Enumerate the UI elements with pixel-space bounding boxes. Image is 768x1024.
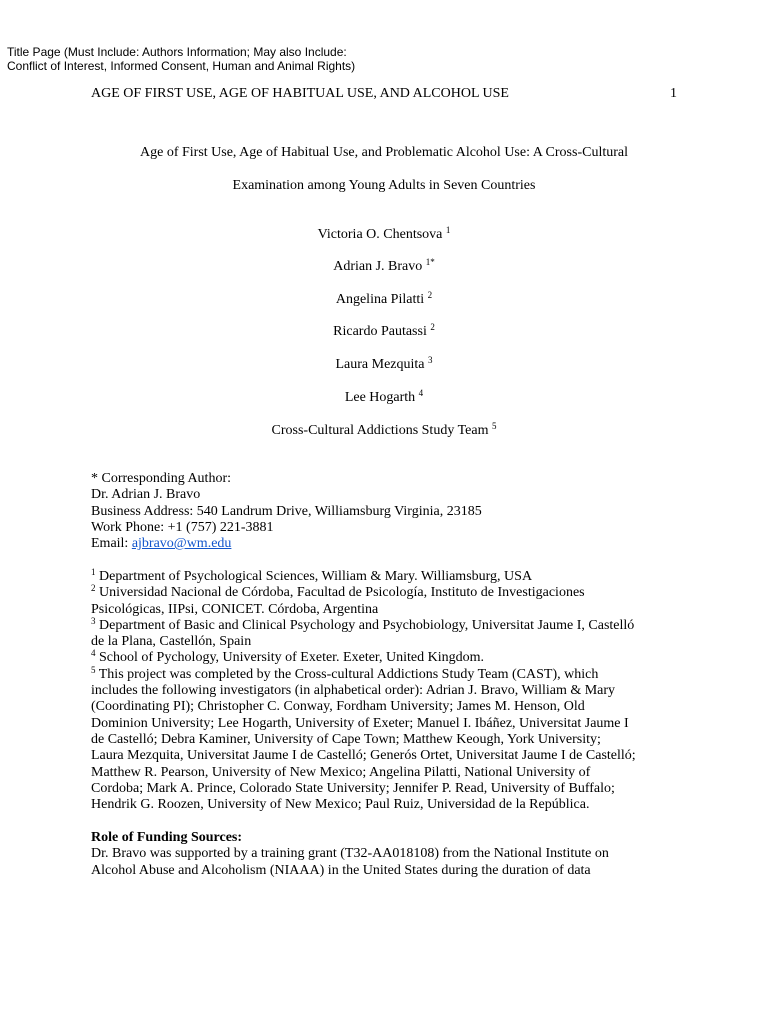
template-note <box>7 45 355 73</box>
affiliation-5-cont: includes the following investigators (in alphabetical order): Adrian J. Bravo, William & Mary <box>91 683 616 699</box>
affiliation-2-cont: Psicológicas, IIPsi, CONICET. Córdoba, Argentina <box>91 601 379 617</box>
author-6 <box>0 390 768 406</box>
author-affiliation-mark: 3 <box>428 355 433 365</box>
correspondence-heading: * Corresponding Author: <box>91 471 231 486</box>
affiliation-5-cont: Laura Mezquita, Universitat Jaume I de Castelló; Generós Ortet, Universitat Jaume I de Castelló; <box>91 748 636 764</box>
affiliation-5-cont: de Castelló; Debra Kaminer, University of Cape Town; Matthew Keough, York University; <box>91 731 601 747</box>
correspondence-phone: Work Phone: +1 (757) 221-3881 <box>91 519 274 535</box>
page-number: 1 <box>670 86 677 101</box>
title-line-2: Examination among Young Adults in Seven Countries <box>232 178 536 193</box>
author-name: Angelina Pilatti <box>335 292 425 307</box>
affiliation-3 <box>91 615 691 634</box>
author-affiliation-mark: 2 <box>427 290 433 300</box>
affiliation-3-cont: de la Plana, Castellón, Spain <box>91 634 252 650</box>
affiliation-2 <box>91 585 691 601</box>
affiliation-mark: 2 <box>91 583 96 594</box>
author-name: Ricardo Pautassi <box>333 324 427 339</box>
author-2 <box>0 259 768 275</box>
author-affiliation-mark: 2 <box>430 322 435 332</box>
funding-line: Alcohol Abuse and Alcoholism (NIAAA) in the United States during the duration of data <box>91 862 591 878</box>
affiliation-text: Department of Psychological Sciences, William & Mary. Williamsburg, USA <box>99 569 533 584</box>
affiliation-5-cont: Dominion University; Lee Hogarth, University of Exeter; Manuel I. Ibáñez, Universitat Jaume I <box>91 715 629 731</box>
affiliation-5-cont: (Coordinating PI); Christopher C. Conway, Fordham University; James M. Henson, Old <box>91 699 585 715</box>
author-affiliation-mark: 1* <box>425 257 435 267</box>
author-3 <box>0 292 768 308</box>
affiliation-text: This project was completed by the Cross-cultural Addictions Study Team (CAST), which <box>98 666 599 682</box>
affiliation-text: Department of Basic and Clinical Psychology and Psychobiology, Universitat Jaume I, Castelló <box>99 617 635 633</box>
affiliation-mark: 4 <box>91 648 96 659</box>
running-head-text: AGE OF FIRST USE, AGE OF HABITUAL USE, AND ALCOHOL USE <box>91 86 509 101</box>
affiliation-text: Universidad Nacional de Córdoba, Facultad de Psicología, Instituto de Investigaciones <box>99 585 585 601</box>
email-link[interactable]: ajbravo@wm.edu <box>131 536 232 552</box>
title-line-1: Age of First Use, Age of Habitual Use, and Problematic Alcohol Use: A Cross-Cultural <box>140 145 628 160</box>
affiliations-block <box>91 569 691 813</box>
correspondence-address: Business Address: 540 Landrum Drive, Williamsburg Virginia, 23185 <box>91 503 482 519</box>
author-name: Cross-Cultural Addictions Study Team <box>271 423 489 438</box>
email-label: Email: <box>91 536 132 552</box>
affiliation-mark: 3 <box>91 615 96 626</box>
author-affiliation-mark: 1 <box>445 225 451 235</box>
author-name: Lee Hogarth <box>344 390 416 405</box>
affiliation-5 <box>91 664 691 683</box>
affiliation-mark: 1 <box>91 567 96 577</box>
correspondence-name: Dr. Adrian J. Bravo <box>91 487 201 503</box>
author-5 <box>0 357 768 373</box>
template-note-line-2: Conflict of Interest, Informed Consent, Human and Animal Rights) <box>7 59 356 73</box>
affiliation-mark: 5 <box>91 664 96 675</box>
author-affiliation-mark: 4 <box>418 388 424 398</box>
affiliation-5-cont: Cordoba; Mark A. Prince, Colorado State University; Jennifer P. Read, University of Buffalo; <box>91 780 615 796</box>
affiliation-text: School of Pychology, University of Exeter. Exeter, United Kingdom. <box>99 650 485 666</box>
author-name: Adrian J. Bravo <box>333 259 423 274</box>
author-name: Laura Mezquita <box>335 357 425 372</box>
author-name: Victoria O. Chentsova <box>317 227 443 242</box>
author-affiliation-mark: 5 <box>491 421 497 431</box>
author-4 <box>0 324 768 340</box>
funding-line: Dr. Bravo was supported by a training grant (T32-AA018108) from the National Institute on <box>91 846 609 862</box>
author-1 <box>0 227 768 243</box>
affiliation-5-cont: Hendrik G. Roozen, University of New Mexico; Paul Ruiz, Universidad de la República. <box>91 797 590 813</box>
author-7 <box>0 423 768 439</box>
affiliation-5-cont: Matthew R. Pearson, University of New Mexico; Angelina Pilatti, National University of <box>91 764 591 780</box>
template-note-line-1: Title Page (Must Include: Authors Information; May also Include: <box>7 45 347 59</box>
affiliation-1 <box>91 569 691 585</box>
funding-block <box>91 830 691 879</box>
correspondence-block <box>91 471 691 552</box>
affiliation-4 <box>91 650 691 666</box>
correspondence-email-line <box>91 536 691 552</box>
funding-heading: Role of Funding Sources: <box>91 830 243 845</box>
